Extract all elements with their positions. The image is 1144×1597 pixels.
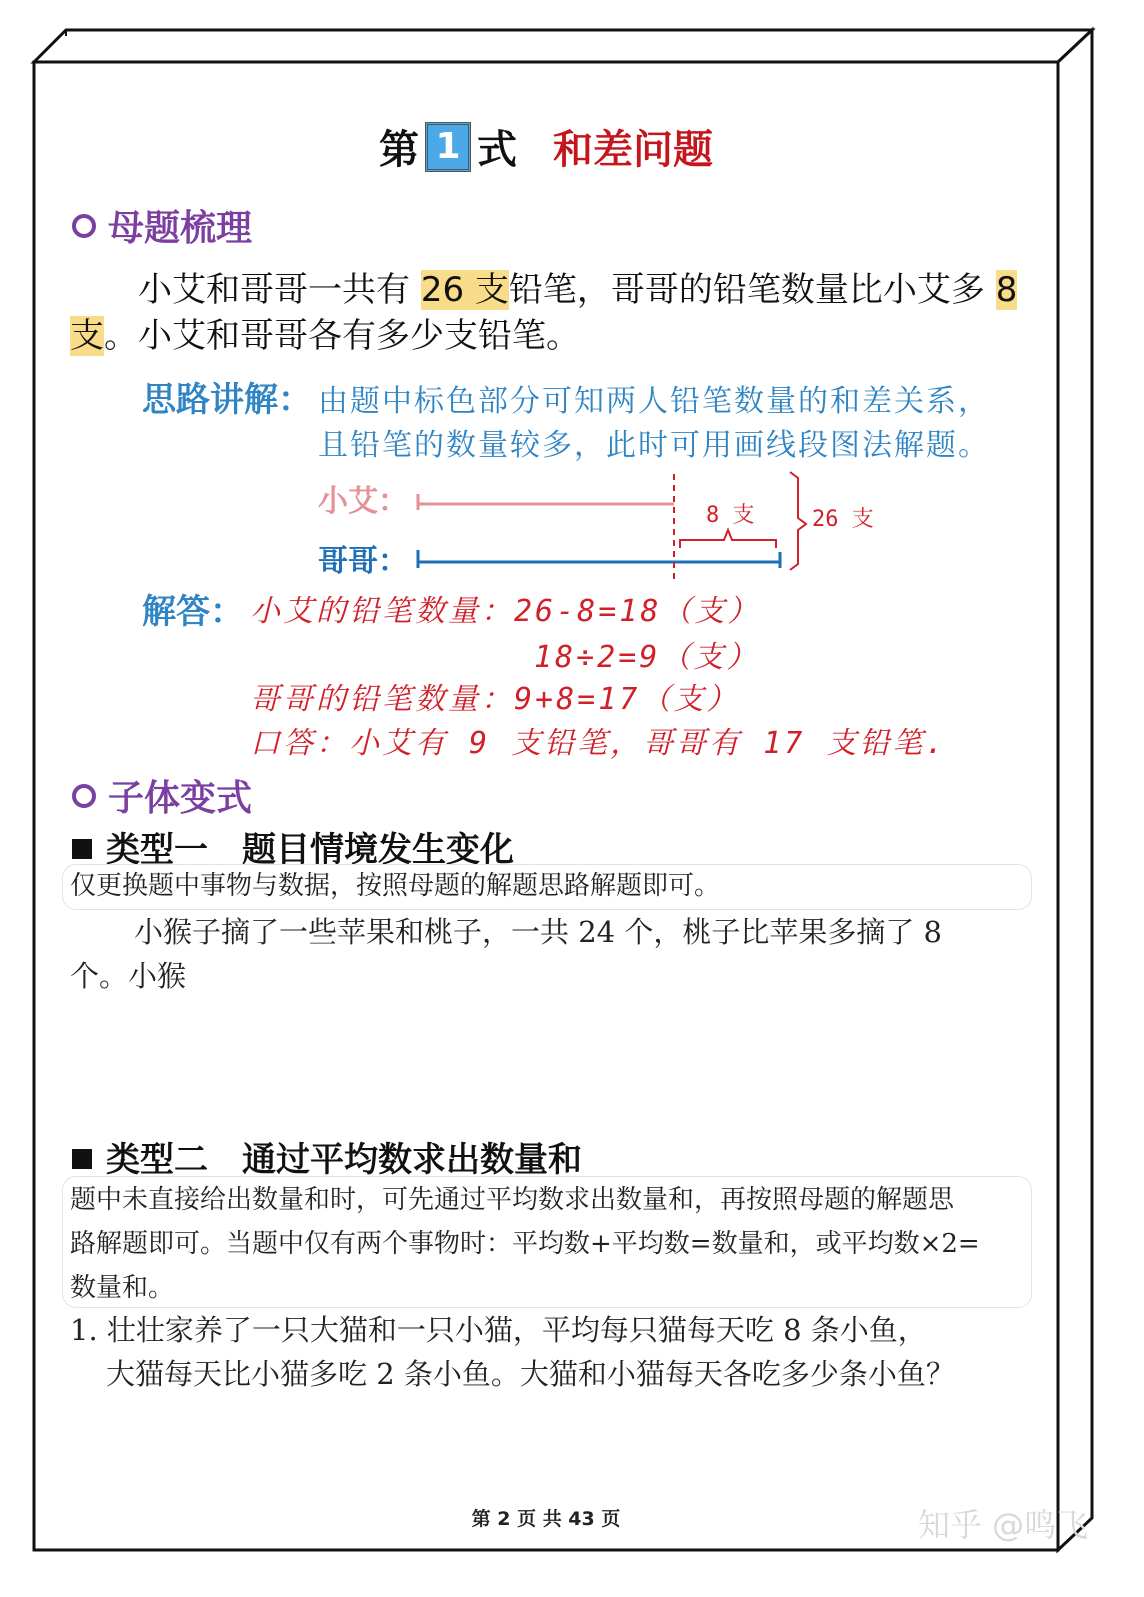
total-label: 26 支 [812,507,874,532]
type1-problem-line2: 个。小猴 [70,959,187,993]
page [34,62,1058,1550]
section-heading-mother-problem [72,200,252,251]
answer-label: 解答： [142,592,244,632]
answer-line3: 哥哥的铅笔数量：9+8=17（支） [250,682,740,717]
title-topic: 和差问题 [553,127,713,173]
type1-problem-line1: 小猴子摘了一些苹果和桃子，一共 24 个，桃子比苹果多摘了 8 [134,915,943,949]
type1-heading: 类型一 题目情境发生变化 [72,822,514,871]
type2-heading: 类型二 通过平均数求出数量和 [72,1132,582,1181]
diagram-label-xiaoai: 小艾： [318,484,408,519]
circle-bullet-icon [72,784,96,808]
lesson-number-badge: 1 [425,122,471,172]
type2-problem-line2: 大猫每天比小猫多吃 2 条小鱼。大猫和小猫每天各吃多少条小鱼？ [106,1357,955,1391]
type2-note-line2: 路解题即可。当题中仅有两个事物时：平均数+平均数=数量和，或平均数×2= [70,1229,980,1259]
circle-bullet-icon [72,214,96,238]
diff-label: 8 支 [706,503,755,528]
type2-note-line1: 题中未直接给出数量和时，可先通过平均数求出数量和，再按照母题的解题思 [70,1185,955,1215]
page-number: 第 2 页 共 43 页 [471,1508,621,1530]
diff-brace [680,530,776,548]
page-title [34,118,1058,175]
type2-note-line3: 数量和。 [70,1273,175,1303]
answer-line1: 小艾的铅笔数量：26-8=18（支） [250,594,761,629]
square-bullet-icon [72,1149,92,1169]
analysis-line2: 且铅笔的数量较多，此时可用画线段图法解题。 [318,428,990,463]
answer-line2: 18÷2=9（支） [534,640,760,675]
mother-problem-line1: 小艾和哥哥一共有 26 支铅笔，哥哥的铅笔数量比小艾多 8 [138,270,1018,310]
section-heading-text: 子体变式 [108,778,253,819]
analysis-label: 思路讲解： [142,380,312,420]
type2-problem-line1: 1. 壮壮家养了一只大猫和一只小猫，平均每只猫每天吃 8 条小鱼， [70,1313,927,1347]
highlight-diff: 8 [995,270,1018,310]
diagram-label-gege: 哥哥： [318,544,408,579]
square-bullet-icon [72,839,92,859]
watermark: 知乎 @鸣飞 [918,1506,1089,1544]
title-prefix: 第 [379,127,419,173]
total-brace [790,472,806,570]
highlight-total: 26 支 [420,270,509,310]
highlight-unit: 支 [70,316,104,356]
analysis-line1: 由题中标色部分可知两人铅笔数量的和差关系， [318,384,990,419]
title-suffix: 式 [477,127,517,173]
answer-line4: 口答：小艾有 9 支铅笔，哥哥有 17 支铅笔. [250,726,947,761]
type1-note: 仅更换题中事物与数据，按照母题的解题思路解题即可。 [70,871,721,901]
section-heading-text: 母题梳理 [108,208,253,249]
section-heading-variants [72,770,252,821]
mother-problem-line2: 支。小艾和哥哥各有多少支铅笔。 [70,316,580,356]
